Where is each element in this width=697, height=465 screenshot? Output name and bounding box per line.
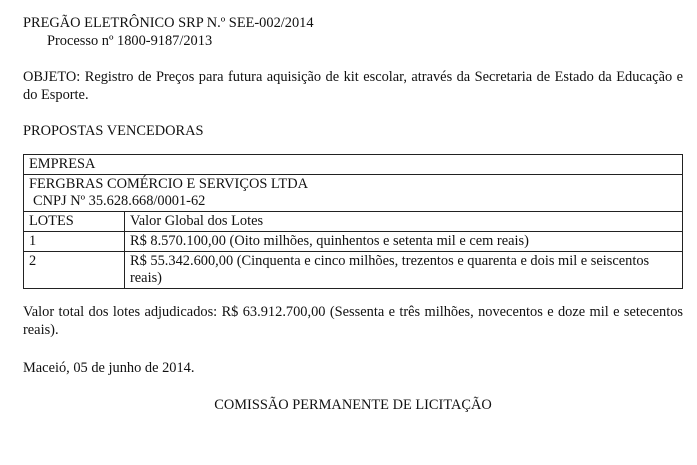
company-cnpj: CNPJ Nº 35.628.668/0001-62	[33, 193, 206, 209]
document-page	[23, 14, 683, 414]
col-lotes-header: LOTES	[24, 212, 125, 232]
table-row-empresa-header	[24, 155, 683, 175]
lote-value: R$ 8.570.100,00 (Oito milhões, quinhentos e setenta mil e cem reais)	[125, 232, 683, 252]
total-paragraph: Valor total dos lotes adjudicados: R$ 63.912.700,00 (Sessenta e três milhões, novecentos e doze mil e setecentos reais).	[23, 304, 683, 338]
table-row	[24, 232, 683, 252]
place-date: Maceió, 05 de junho de 2014.	[23, 360, 195, 376]
table-row	[24, 252, 683, 289]
process-number: Processo nº 1800-9187/2013	[47, 33, 213, 49]
lote-value: R$ 55.342.600,00 (Cinquenta e cinco milhões, trezentos e quarenta e dois mil e seiscentos reais)	[125, 252, 683, 289]
signature-line: COMISSÃO PERMANENTE DE LICITAÇÃO	[214, 397, 492, 413]
table-row-company	[24, 175, 683, 212]
objeto-paragraph: OBJETO: Registro de Preços para futura aquisição de kit escolar, através da Secretaria de Estado da Educação e do Esporte.	[23, 69, 683, 103]
proposals-table	[23, 154, 683, 289]
lote-number: 2	[24, 252, 125, 289]
empresa-header-cell: EMPRESA	[24, 155, 683, 175]
company-cell	[24, 175, 683, 212]
section-title: PROPOSTAS VENCEDORAS	[23, 123, 204, 139]
document-title: PREGÃO ELETRÔNICO SRP N.º SEE-002/2014	[23, 15, 314, 31]
table-row-column-headers	[24, 212, 683, 232]
lote-number: 1	[24, 232, 125, 252]
col-valor-header: Valor Global dos Lotes	[125, 212, 683, 232]
company-name: FERGBRAS COMÉRCIO E SERVIÇOS LTDA	[29, 176, 308, 192]
